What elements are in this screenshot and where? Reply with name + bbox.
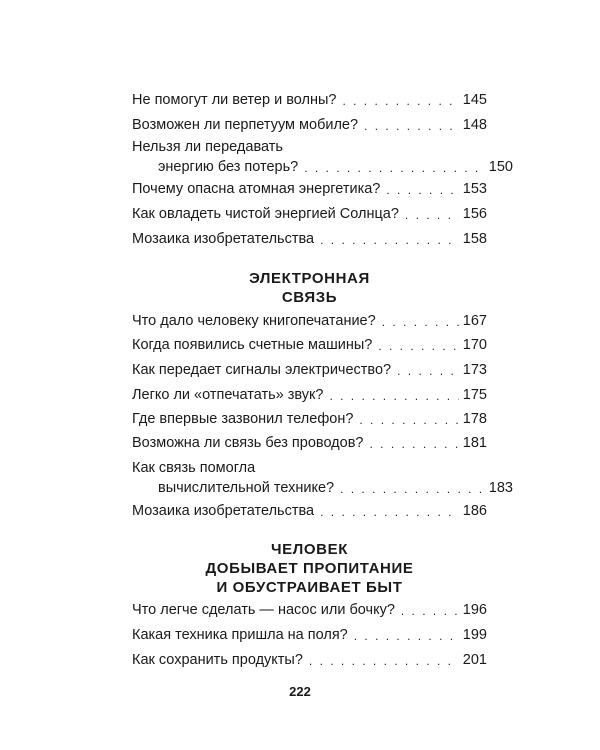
toc-entry <box>132 501 487 521</box>
toc-entry <box>132 409 487 429</box>
section-heading-line: СВЯЗЬ <box>281 289 338 306</box>
toc-entry-title: вычислительной технике? <box>158 480 335 496</box>
toc-entry-title: Возможна ли связь без проводов? <box>132 435 364 451</box>
toc-entry-page: 186 <box>462 503 487 519</box>
toc-entry-page: 175 <box>462 387 487 403</box>
toc-entry-page: 150 <box>488 159 513 175</box>
toc-entry-page: 201 <box>462 652 487 668</box>
toc-entry <box>132 179 487 199</box>
toc-entry-title: Что легче сделать — насос или бочку? <box>132 602 395 618</box>
toc-entry-title: Что дало человеку книгопечатание? <box>132 313 376 329</box>
section-heading <box>132 540 487 597</box>
section-heading-line: И ОБУСТРАИВАЕТ БЫТ <box>216 579 403 596</box>
toc-entry <box>132 600 487 620</box>
toc-entry <box>132 458 513 498</box>
toc-entry-page: 178 <box>462 411 487 427</box>
toc-entry-title: Легко ли «отпечатать» звук? <box>132 387 324 403</box>
toc-entry-title-line1: Как связь помогла <box>132 460 256 476</box>
section-heading-line: ДОБЫВАЕТ ПРОПИТАНИЕ <box>205 560 414 577</box>
section-heading-line: ЭЛЕКТРОННАЯ <box>249 270 370 287</box>
toc-entry-title: Не помогут ли ветер и волны? <box>132 92 337 108</box>
toc-entry <box>132 90 487 110</box>
toc-entry-title: Когда появились счетные машины? <box>132 337 373 353</box>
toc-entry-page: 173 <box>462 362 487 378</box>
toc-entry-page: 183 <box>488 480 513 496</box>
toc-entry-page: 156 <box>462 206 487 222</box>
toc-entry-page: 153 <box>462 181 487 197</box>
toc-entry-title: Как овладеть чистой энергией Солнца? <box>132 206 399 222</box>
toc-entry <box>132 229 487 249</box>
toc-entry <box>132 204 487 224</box>
toc-entry-page: 170 <box>462 337 487 353</box>
toc-entry-page: 196 <box>462 602 487 618</box>
page-number: 222 <box>289 684 311 699</box>
toc-entry <box>132 335 487 355</box>
toc-entry <box>132 360 487 380</box>
toc-entry-page: 148 <box>462 117 487 133</box>
toc-entry <box>132 137 513 177</box>
toc-entry-title: Мозаика изобретательства <box>132 503 315 519</box>
toc-entry-title: Как сохранить продукты? <box>132 652 303 668</box>
toc-entry <box>132 311 487 331</box>
toc-entry-title: Мозаика изобретательства <box>132 231 315 247</box>
toc-entry-page: 181 <box>462 435 487 451</box>
toc-entry-page: 167 <box>462 313 487 329</box>
toc-entry-title: Как передает сигналы электричество? <box>132 362 392 378</box>
toc-entry-title: энергию без потерь? <box>158 159 299 175</box>
toc-entry-title: Возможен ли перпетуум мобиле? <box>132 117 359 133</box>
toc-entry <box>132 625 487 645</box>
section-heading <box>132 269 487 307</box>
toc-entry-page: 145 <box>462 92 487 108</box>
toc-entry <box>132 650 487 670</box>
toc-entry <box>132 433 487 453</box>
toc-entry-title: Какая техника пришла на поля? <box>132 627 348 643</box>
toc-entry-page: 158 <box>462 231 487 247</box>
toc-entry-title-line1: Нельзя ли передавать <box>132 139 283 155</box>
section-heading-line: ЧЕЛОВЕК <box>271 541 348 558</box>
toc-entry <box>132 115 487 135</box>
toc-entry <box>132 385 487 405</box>
toc-entry-title: Где впервые зазвонил телефон? <box>132 411 354 427</box>
toc-entry-title: Почему опасна атомная энергетика? <box>132 181 381 197</box>
toc-entry-page: 199 <box>462 627 487 643</box>
